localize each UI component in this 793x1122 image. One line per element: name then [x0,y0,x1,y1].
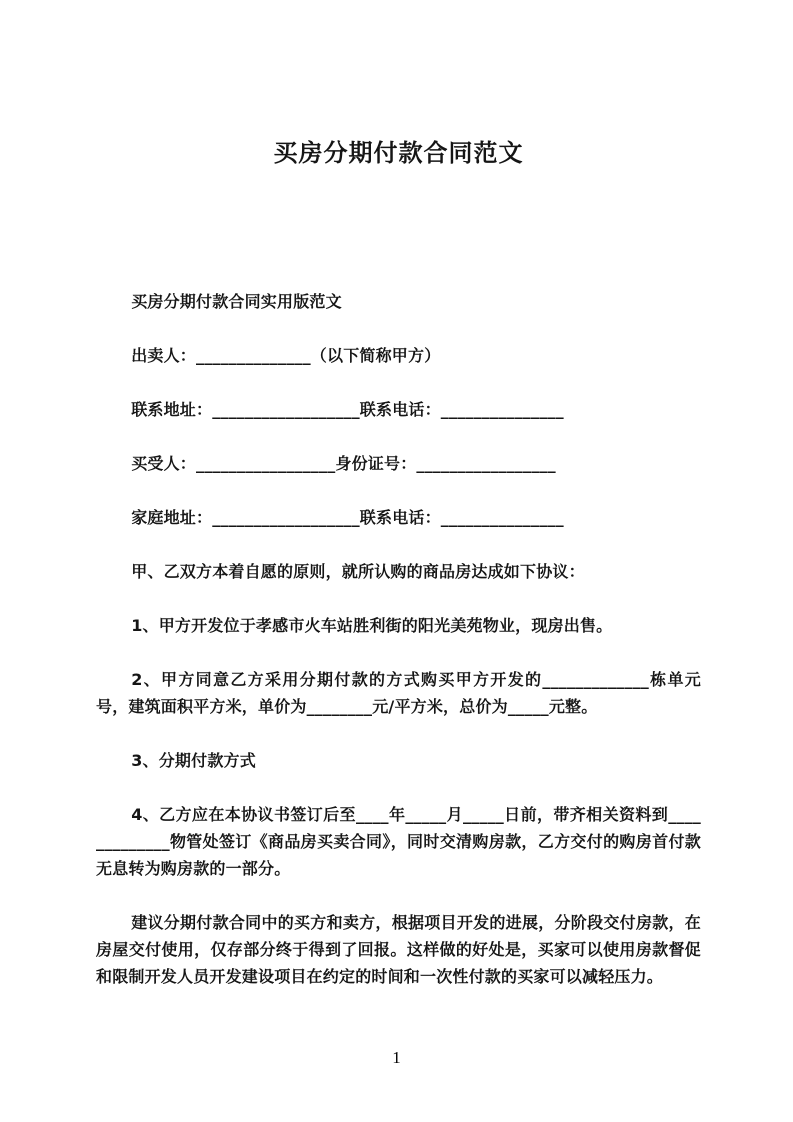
clause-4: 4、乙方应在本协议书签订后至____年_____月_____日前，带齐相关资料到_____________物管处签订《商品房买卖合同》，同时交清购房款，乙方交付的购房首付款无息转为购房款的一部分。 [96,805,701,878]
seller-line: 出卖人：______________（以下简称甲方） [131,346,441,365]
page-number: 1 [392,1048,401,1067]
clause-1: 1、甲方开发位于孝感市火车站胜利街的阳光美苑物业，现房出售。 [131,616,613,635]
clause-2: 2、甲方同意乙方采用分期付款的方式购买甲方开发的_____________栋单元号，建筑面积平方米，单价为________元/平方米，总价为_____元整。 [96,670,701,716]
seller-contact-line: 联系地址：__________________联系电话：_______________ [131,400,564,419]
clause-3: 3、分期付款方式 [131,751,256,770]
buyer-address-line: 家庭地址：__________________联系电话：_______________ [131,508,564,527]
closing-note: 建议分期付款合同中的买方和卖方，根据项目开发的进展，分阶段交付房款，在房屋交付使用，仅存部分终于得到了回报。这样做的好处是，买家可以使用房款督促和限制开发人员开发建设项目在约定的时间和一次性付款的买家可以减轻压力。 [96,913,701,986]
buyer-line: 买受人：_________________身份证号：_________________ [131,454,556,473]
agreement-intro: 甲、乙双方本着自愿的原则，就所认购的商品房达成如下协议： [131,562,585,581]
document-title: 买房分期付款合同范文 [273,139,524,167]
document-subtitle: 买房分期付款合同实用版范文 [131,292,342,311]
document-body [96,288,701,990]
